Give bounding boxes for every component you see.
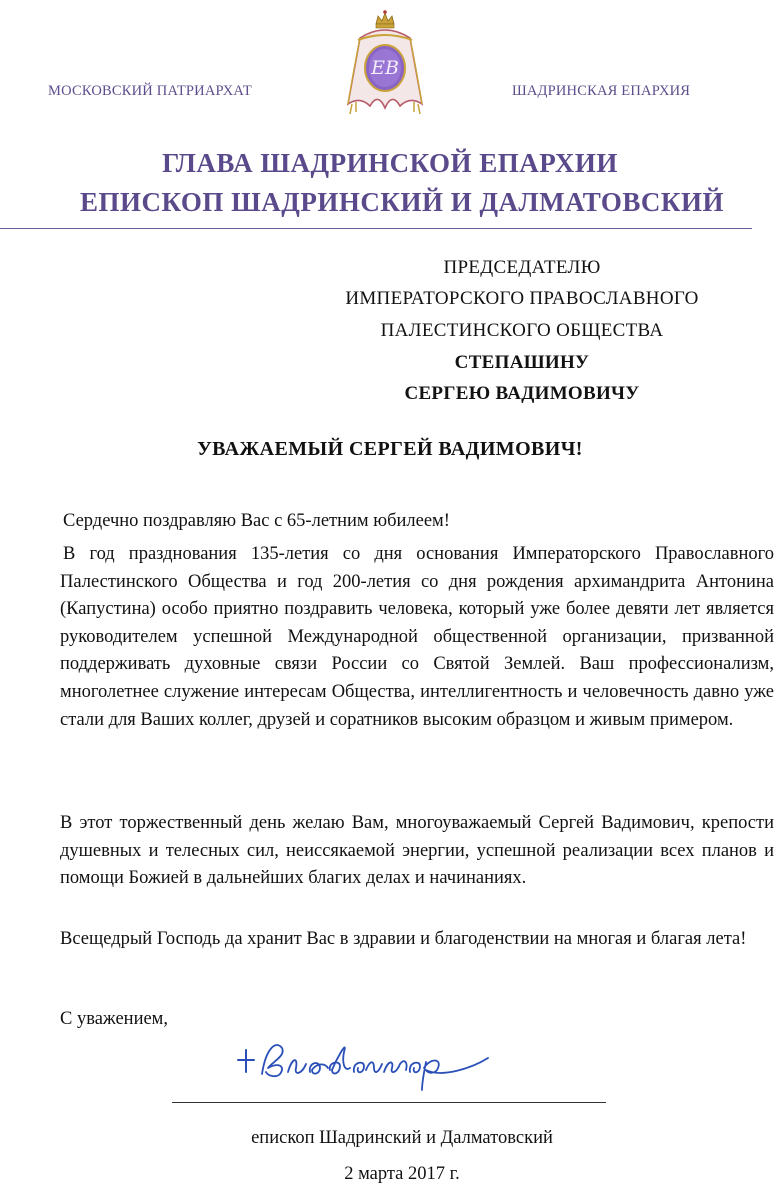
body-paragraph-4: Всещедрый Господь да хранит Вас в здравии и благоденствии на многая и благая лета! xyxy=(60,929,747,949)
closing-text: С уважением, xyxy=(60,1009,169,1029)
addressee-surname: СТЕПАШИНУ xyxy=(454,352,590,373)
body-paragraph-1: Сердечно поздравляю Вас с 65-летним юбилеем! xyxy=(63,511,450,531)
signer-position: епископ Шадринский и Далматовский xyxy=(251,1128,553,1148)
header-right-text: ШАДРИНСКАЯ ЕПАРХИЯ xyxy=(512,83,691,99)
header-left-text: МОСКОВСКИЙ ПАТРИАРХАТ xyxy=(48,83,252,99)
header-divider xyxy=(0,228,752,229)
body-paragraph-3: В этот торжественный день желаю Вам, многоуважаемый Сергей Вадимович, крепости душевных и телесных сил, неиссякаемой энергии, успешной реализации всех планов и помощи Божией в дальнейших благих делах и начинаниях. xyxy=(60,813,774,889)
addressee-line-1: ПРЕДСЕДАТЕЛЮ xyxy=(443,257,601,278)
addressee-line-2: ИМПЕРАТОРСКОГО ПРАВОСЛАВНОГО xyxy=(345,288,699,309)
title-line-2: ЕПИСКОП ШАДРИНСКИЙ И ДАЛМАТОВСКИЙ xyxy=(79,187,724,217)
salutation: УВАЖАЕМЫЙ СЕРГЕЙ ВАДИМОВИЧ! xyxy=(197,438,583,460)
title-line-1: ГЛАВА ШАДРИНСКОЙ ЕПАРХИИ xyxy=(162,148,618,178)
handwritten-signature xyxy=(232,1018,532,1098)
signature-line xyxy=(172,1102,606,1103)
addressee-name: СЕРГЕЮ ВАДИМОВИЧУ xyxy=(404,383,640,404)
emblem-monogram: ЕВ xyxy=(371,57,399,79)
addressee-line-3: ПАЛЕСТИНСКОГО ОБЩЕСТВА xyxy=(380,320,664,341)
body-paragraph-2: В год празднования 135-летия со дня основания Императорского Православного Палестинского Общества и год 200-летия со дня рождения архимандрита Антонина (Капустина) особо приятно поздравить человека, который уже более девяти лет является руководителем успешной Международной общественной организации, призванной поддерживать духовные связи России со Святой Землей. Ваш профессионализм, многолетнее служение интересам Общества, интеллигентность и человечность давно уже стали для Ваших коллег, друзей и соратников высоким образцом и живым примером. xyxy=(60,544,774,730)
letter-date: 2 марта 2017 г. xyxy=(344,1164,460,1184)
